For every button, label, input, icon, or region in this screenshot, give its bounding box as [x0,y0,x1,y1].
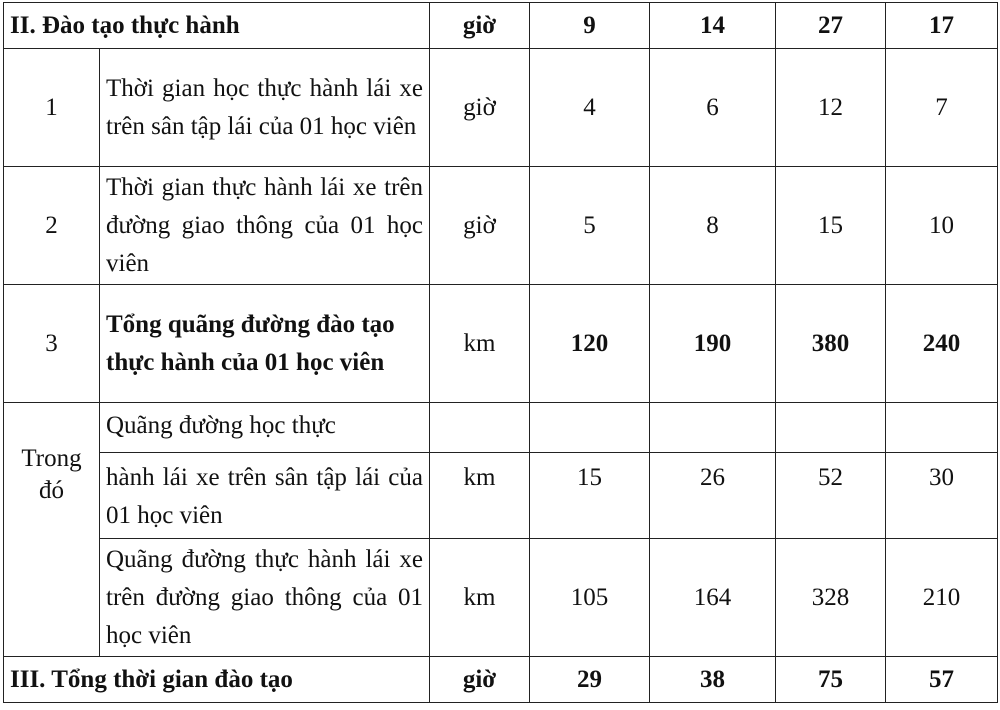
table-row [4,285,998,403]
value-cell: 14 [650,3,776,49]
sub-row-description: hành lái xe trên sân tập lái của 01 học viên [100,453,430,539]
value-cell: 12 [776,49,886,167]
trong-do-label: Trong đó [4,403,100,657]
empty-cell [430,403,530,453]
row-description: Thời gian thực hành lái xe trên đường giao thông của 01 học viên [100,167,430,285]
value-cell: 10 [886,167,998,285]
section-iii-title: III. Tổng thời gian đào tạo [4,657,430,703]
row-description: Thời gian học thực hành lái xe trên sân tập lái của 01 học viên [100,49,430,167]
value-cell: 27 [776,3,886,49]
value-cell: 105 [530,539,650,657]
unit-cell: km [430,539,530,657]
value-cell: 52 [776,453,886,539]
value-cell: 26 [650,453,776,539]
unit-cell: giờ [430,167,530,285]
empty-cell [886,403,998,453]
value-cell: 8 [650,167,776,285]
value-cell: 29 [530,657,650,703]
sub-row-top [4,403,998,453]
value-cell: 240 [886,285,998,403]
empty-cell [650,403,776,453]
value-cell: 5 [530,167,650,285]
table-row [4,453,998,539]
row-number: 1 [4,49,100,167]
row-number: 3 [4,285,100,403]
section-ii-row [4,3,998,49]
value-cell: 7 [886,49,998,167]
value-cell: 15 [776,167,886,285]
value-cell: 9 [530,3,650,49]
value-cell: 6 [650,49,776,167]
section-iii-row [4,657,998,703]
value-cell: 17 [886,3,998,49]
value-cell: 210 [886,539,998,657]
unit-cell: km [430,285,530,403]
value-cell: 380 [776,285,886,403]
section-ii-title: II. Đào tạo thực hành [4,3,430,49]
unit-cell: giờ [430,657,530,703]
table-row [4,539,998,657]
value-cell: 328 [776,539,886,657]
empty-cell [530,403,650,453]
value-cell: 30 [886,453,998,539]
sub-row-description: Quãng đường thực hành lái xe trên đường giao thông của 01 học viên [100,539,430,657]
value-cell: 57 [886,657,998,703]
empty-cell [776,403,886,453]
value-cell: 15 [530,453,650,539]
row-number: 2 [4,167,100,285]
value-cell: 120 [530,285,650,403]
value-cell: 75 [776,657,886,703]
unit-cell: km [430,453,530,539]
table-row [4,167,998,285]
table-row [4,49,998,167]
training-table [3,2,998,703]
value-cell: 164 [650,539,776,657]
value-cell: 38 [650,657,776,703]
row-description: Tổng quãng đường đào tạo thực hành của 01 học viên [100,285,430,403]
value-cell: 190 [650,285,776,403]
sub-row-description-line1: Quãng đường học thực [100,403,430,453]
unit-cell: giờ [430,49,530,167]
unit-cell: giờ [430,3,530,49]
value-cell: 4 [530,49,650,167]
